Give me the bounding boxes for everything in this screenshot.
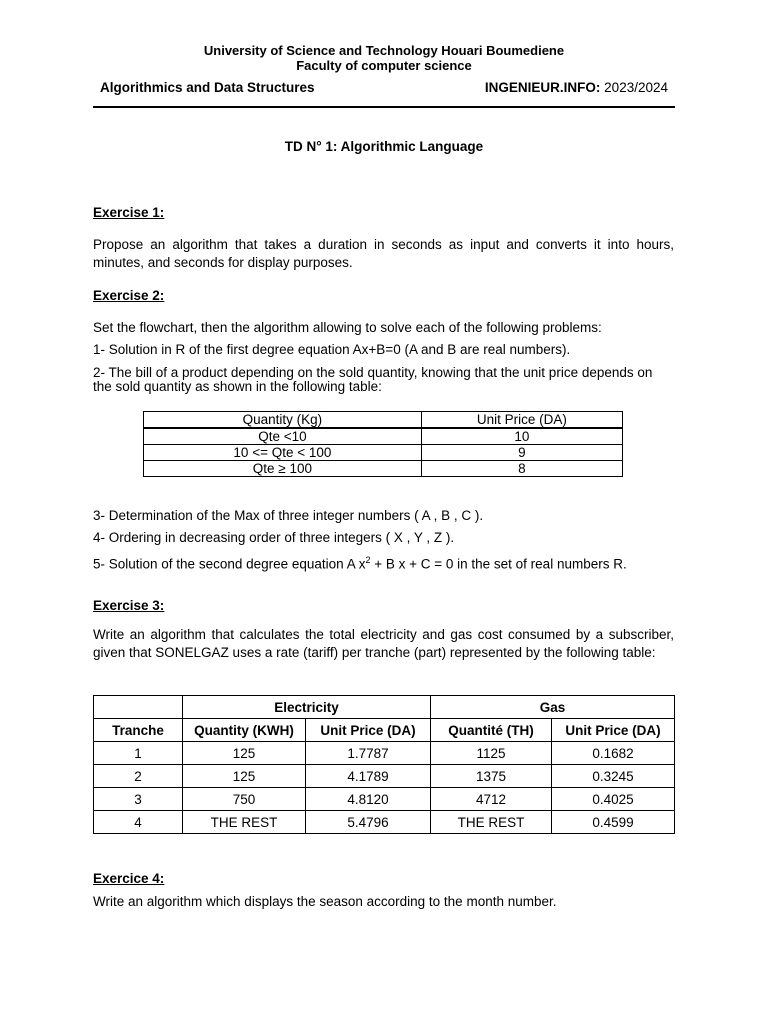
program-year — [485, 80, 668, 95]
table-row — [144, 445, 623, 461]
table-cell: 2 — [94, 765, 183, 788]
table-row — [94, 788, 675, 811]
price-table — [143, 411, 623, 477]
table-cell: THE REST — [431, 811, 552, 834]
table-cell: 1 — [94, 742, 183, 765]
table-cell: 4712 — [431, 788, 552, 811]
exercise-3-text: Write an algorithm that calculates the total electricity and gas cost consumed by a subscriber, given that SONELGAZ uses a rate (tariff) per tranche (part) represented by the following table: — [93, 627, 674, 660]
table-cell: 0.3245 — [552, 765, 675, 788]
table-cell: 0.4025 — [552, 788, 675, 811]
table-row — [144, 461, 623, 477]
table-cell: 1125 — [431, 742, 552, 765]
table-row — [144, 428, 623, 445]
table-cell: Qte <10 — [144, 428, 422, 445]
table-cell: Qte ≥ 100 — [144, 461, 422, 477]
table-header: Tranche — [94, 719, 183, 742]
table-row — [94, 765, 675, 788]
table-header: Quantité (TH) — [431, 719, 552, 742]
exercise-4-title: Exercice 4: — [93, 871, 165, 886]
institution-header — [93, 43, 675, 73]
table-header: Quantity (KWH) — [183, 719, 306, 742]
tariff-table — [93, 695, 675, 834]
table-row — [94, 742, 675, 765]
equation-exponent: 2 — [365, 555, 371, 565]
exercise-1-title: Exercise 1: — [93, 205, 165, 220]
table-cell: 8 — [421, 461, 622, 477]
faculty-name: Faculty of computer science — [296, 58, 472, 73]
table-header: Unit Price (DA) — [552, 719, 675, 742]
table-cell: 0.4599 — [552, 811, 675, 834]
group-header-gas: Gas — [431, 696, 675, 719]
program-label: INGENIEUR.INFO: — [484, 80, 601, 95]
exercise-4-text: Write an algorithm which displays the season according to the month number. — [93, 894, 557, 909]
exercise-2-item-2: 2- The bill of a product depending on the sold quantity, knowing that the unit price depends on the sold quantity as shown in the following table: — [93, 365, 653, 394]
equation-text-start: 5- Solution of the second degree equation A x — [93, 556, 366, 572]
university-name: University of Science and Technology Houari Boumediene — [203, 43, 565, 58]
table-cell: 125 — [183, 765, 306, 788]
table-cell-empty — [94, 696, 183, 719]
exercise-2-title: Exercise 2: — [93, 288, 165, 303]
exercise-2-item-3: 3- Determination of the Max of three integer numbers ( A , B , C ). — [93, 508, 484, 523]
header-divider — [93, 106, 675, 108]
exercise-2-item-4: 4- Ordering in decreasing order of three integers ( X , Y , Z ). — [93, 530, 455, 545]
table-row — [94, 811, 675, 834]
table-cell: 10 — [421, 428, 622, 445]
equation-text-end: + B x + C = 0 in the set of real numbers R. — [370, 556, 627, 572]
page-title: TD N° 1: Algorithmic Language — [284, 139, 484, 154]
table-cell: 4 — [94, 811, 183, 834]
table-cell: 3 — [94, 788, 183, 811]
course-row — [100, 80, 668, 95]
table-cell: 1.7787 — [306, 742, 431, 765]
table-cell: 9 — [421, 445, 622, 461]
table-cell: 125 — [183, 742, 306, 765]
exercise-2-item-1: 1- Solution in R of the first degree equation Ax+B=0 (A and B are real numbers). — [93, 342, 571, 357]
table-header: Quantity (Kg) — [144, 412, 422, 429]
group-header-electricity: Electricity — [183, 696, 431, 719]
academic-year: 2023/2024 — [604, 80, 668, 95]
table-cell: 750 — [183, 788, 306, 811]
exercise-2-intro: Set the flowchart, then the algorithm allowing to solve each of the following problems: — [93, 320, 602, 335]
exercise-3-title: Exercise 3: — [93, 598, 165, 613]
table-cell: THE REST — [183, 811, 306, 834]
table-cell: 0.1682 — [552, 742, 675, 765]
table-cell: 4.1789 — [306, 765, 431, 788]
exercise-1-text: Propose an algorithm that takes a duration in seconds as input and converts it into hours, minutes, and seconds for display purposes. — [93, 237, 674, 270]
exercise-2-item-5 — [93, 551, 674, 574]
table-cell: 10 <= Qte < 100 — [144, 445, 422, 461]
table-header: Unit Price (DA) — [306, 719, 431, 742]
course-name: Algorithmics and Data Structures — [100, 80, 315, 95]
table-cell: 4.8120 — [306, 788, 431, 811]
table-cell: 1375 — [431, 765, 552, 788]
table-cell: 5.4796 — [306, 811, 431, 834]
table-header: Unit Price (DA) — [421, 412, 622, 429]
